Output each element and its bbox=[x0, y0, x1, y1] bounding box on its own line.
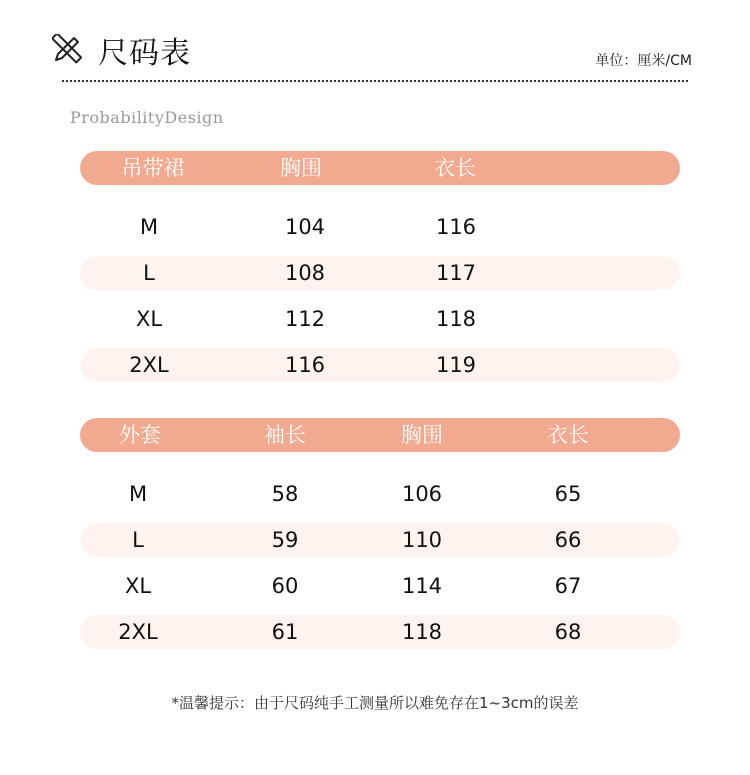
header-cell: 衣长 bbox=[434, 156, 476, 180]
table-cell: 65 bbox=[554, 482, 582, 506]
table-cell: 61 bbox=[271, 620, 299, 644]
table-cell: 59 bbox=[271, 528, 299, 552]
table-row bbox=[80, 256, 680, 290]
table-header bbox=[80, 418, 680, 452]
page-title: 尺码表 bbox=[98, 36, 191, 71]
header-cell: 衣长 bbox=[547, 423, 589, 447]
pencil-ruler-cross-icon bbox=[52, 34, 82, 64]
table-cell: M bbox=[139, 215, 159, 239]
table-row bbox=[80, 348, 680, 382]
table-cell: 60 bbox=[271, 574, 299, 598]
table-cell: 112 bbox=[284, 307, 326, 331]
table-cell: 110 bbox=[401, 528, 443, 552]
brand-name: ProbabilityDesign bbox=[70, 108, 224, 127]
table-cell: 68 bbox=[554, 620, 582, 644]
table-cell: 116 bbox=[435, 215, 477, 239]
table-row bbox=[80, 569, 680, 603]
table-cell: 2XL bbox=[118, 620, 158, 644]
size-table-jacket bbox=[80, 418, 680, 649]
table-header bbox=[80, 151, 680, 185]
table-cell: 116 bbox=[284, 353, 326, 377]
table-row bbox=[80, 210, 680, 244]
table-row bbox=[80, 477, 680, 511]
table-cell: XL bbox=[135, 307, 163, 331]
header-cell: 袖长 bbox=[264, 423, 306, 447]
header-cell: 外套 bbox=[119, 423, 161, 447]
table-cell: 66 bbox=[554, 528, 582, 552]
table-cell: 118 bbox=[401, 620, 443, 644]
table-cell: 2XL bbox=[129, 353, 169, 377]
table-cell: L bbox=[143, 261, 155, 285]
table-cell: 119 bbox=[435, 353, 477, 377]
table-cell: 108 bbox=[284, 261, 326, 285]
table-cell: L bbox=[132, 528, 144, 552]
size-table-dress bbox=[80, 151, 680, 382]
table-row bbox=[80, 523, 680, 557]
table-cell: M bbox=[128, 482, 148, 506]
header-cell: 胸围 bbox=[401, 423, 443, 447]
header-cell: 吊带裙 bbox=[121, 156, 185, 180]
table-row bbox=[80, 615, 680, 649]
table-cell: 118 bbox=[435, 307, 477, 331]
header-cell: 胸围 bbox=[280, 156, 322, 180]
table-cell: 114 bbox=[401, 574, 443, 598]
table-cell: 104 bbox=[284, 215, 326, 239]
table-row bbox=[80, 302, 680, 336]
table-cell: 117 bbox=[435, 261, 477, 285]
divider bbox=[62, 80, 688, 82]
table-cell: 67 bbox=[554, 574, 582, 598]
table-cell: 106 bbox=[401, 482, 443, 506]
table-cell: 58 bbox=[271, 482, 299, 506]
unit-label: 单位：厘米/CM bbox=[595, 53, 692, 69]
footnote: *温馨提示：由于尺码纯手工测量所以难免存在1~3cm的误差 bbox=[171, 694, 579, 712]
table-cell: XL bbox=[124, 574, 152, 598]
